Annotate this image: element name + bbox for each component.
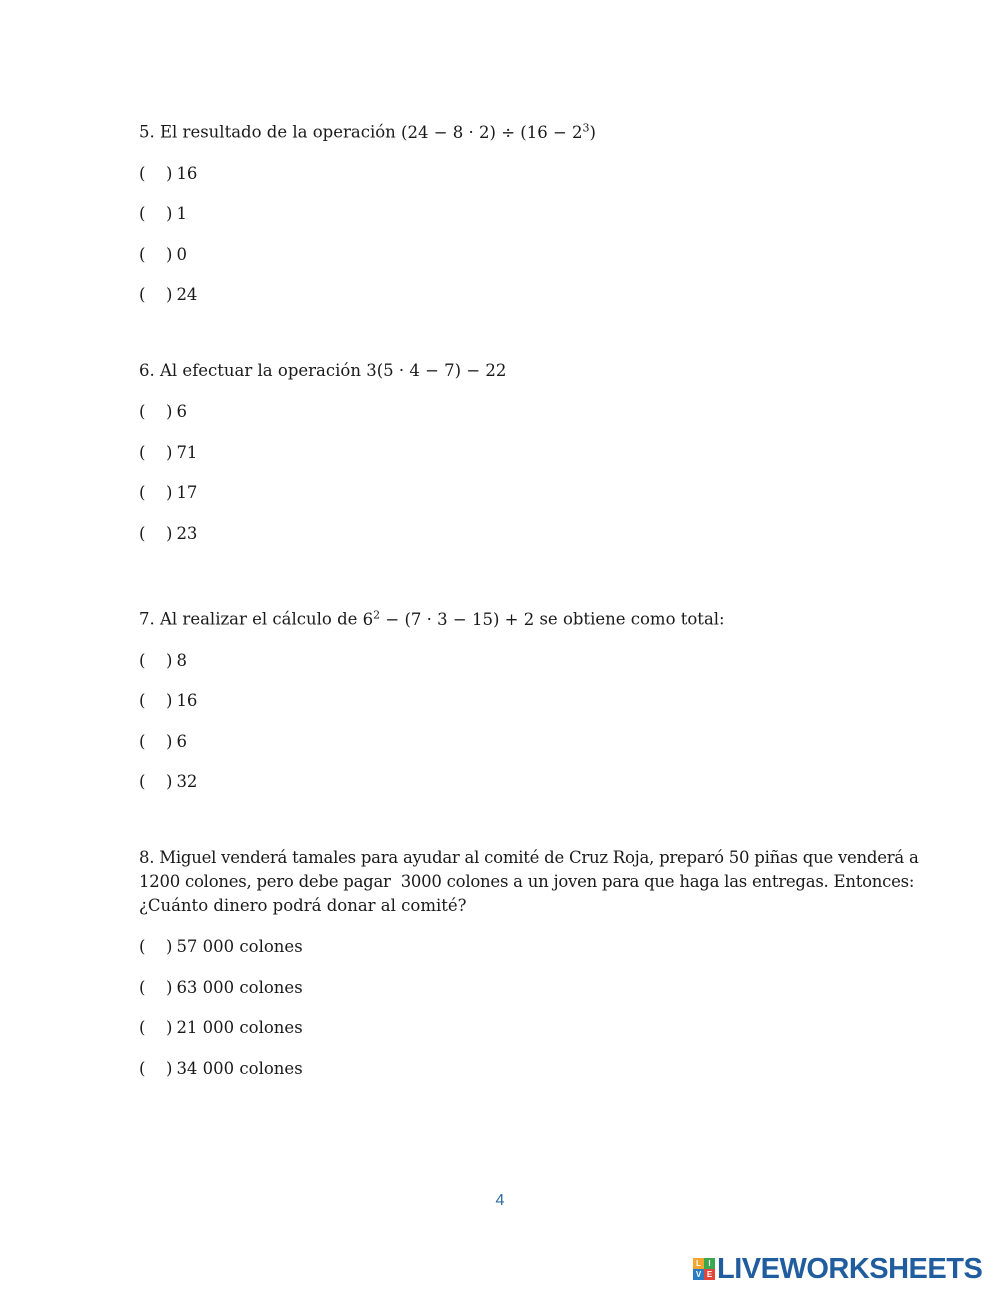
liveworksheets-wordmark: LIVEWORKSHEETS	[717, 1253, 983, 1285]
question-7-text: 7. Al realizar el cálculo de $6^2 - (7 \cdot 3 - 15) + 2$ se obtiene como total:	[139, 608, 725, 629]
option-6a[interactable]: ( ) 6	[139, 402, 187, 421]
option-7a[interactable]: ( ) 8	[139, 650, 187, 670]
question-5-options	[139, 162, 869, 324]
option-5a[interactable]: ( ) 16	[139, 163, 198, 183]
question-8-line-2: 1200 colones, pero debe pagar 3000 colones a un joven para que haga las entregas. Entonces:	[139, 872, 915, 891]
question-6-text: 6. Al efectuar la operación 3(5 · 4 − 7) − 22	[139, 361, 507, 380]
question-8-options	[139, 935, 869, 1097]
option-8a[interactable]: ( ) 57 000 colones	[139, 937, 303, 956]
question-6-options	[139, 400, 869, 562]
question-6	[139, 359, 869, 562]
question-7-options	[139, 649, 869, 811]
option-8c[interactable]: ( ) 21 000 colones	[139, 1018, 303, 1038]
option-8b[interactable]: ( ) 63 000 colones	[139, 977, 303, 997]
option-8d[interactable]: ( ) 34 000 colones	[139, 1058, 303, 1078]
logo-tile-i: I	[704, 1258, 715, 1269]
option-6b[interactable]: ( ) 71	[139, 442, 198, 462]
question-5-expression: $(24 - 8 \cdot 2) \div (16 - 2^3)$	[401, 121, 596, 142]
liveworksheets-icon	[693, 1258, 715, 1280]
option-5b[interactable]: ( ) 1	[139, 204, 187, 224]
question-8-line-1: 8. Miguel venderá tamales para ayudar al comité de Cruz Roja, preparó 50 piñas que venderá a	[139, 848, 919, 867]
question-8-line-3: ¿Cuánto dinero podrá donar al comité?	[139, 896, 467, 915]
option-6c[interactable]: ( ) 17	[139, 483, 198, 503]
logo-tile-e: E	[704, 1269, 715, 1280]
question-7	[139, 603, 869, 811]
question-6-expression: 3(5 · 4 − 7) − 22	[366, 361, 507, 380]
option-5d[interactable]: ( ) 24	[139, 285, 198, 305]
option-5c[interactable]: ( ) 0	[139, 244, 187, 264]
liveworksheets-logo[interactable]	[693, 1255, 989, 1283]
question-7-expression: $6^2 - (7 \cdot 3 - 15) + 2$	[362, 608, 535, 629]
question-8	[139, 846, 919, 1097]
option-7c[interactable]: ( ) 6	[139, 731, 187, 751]
option-6d[interactable]: ( ) 23	[139, 523, 198, 543]
option-7b[interactable]: ( ) 16	[139, 691, 198, 711]
logo-tile-l: L	[693, 1258, 704, 1269]
question-5	[139, 116, 869, 324]
logo-tile-v: V	[693, 1269, 704, 1280]
option-7d[interactable]: ( ) 32	[139, 772, 198, 792]
page-number: 4	[495, 1192, 505, 1209]
question-5-text: 5. El resultado de la operación $(24 - 8 \cdot 2) \div (16 - 2^3)$	[139, 121, 596, 142]
